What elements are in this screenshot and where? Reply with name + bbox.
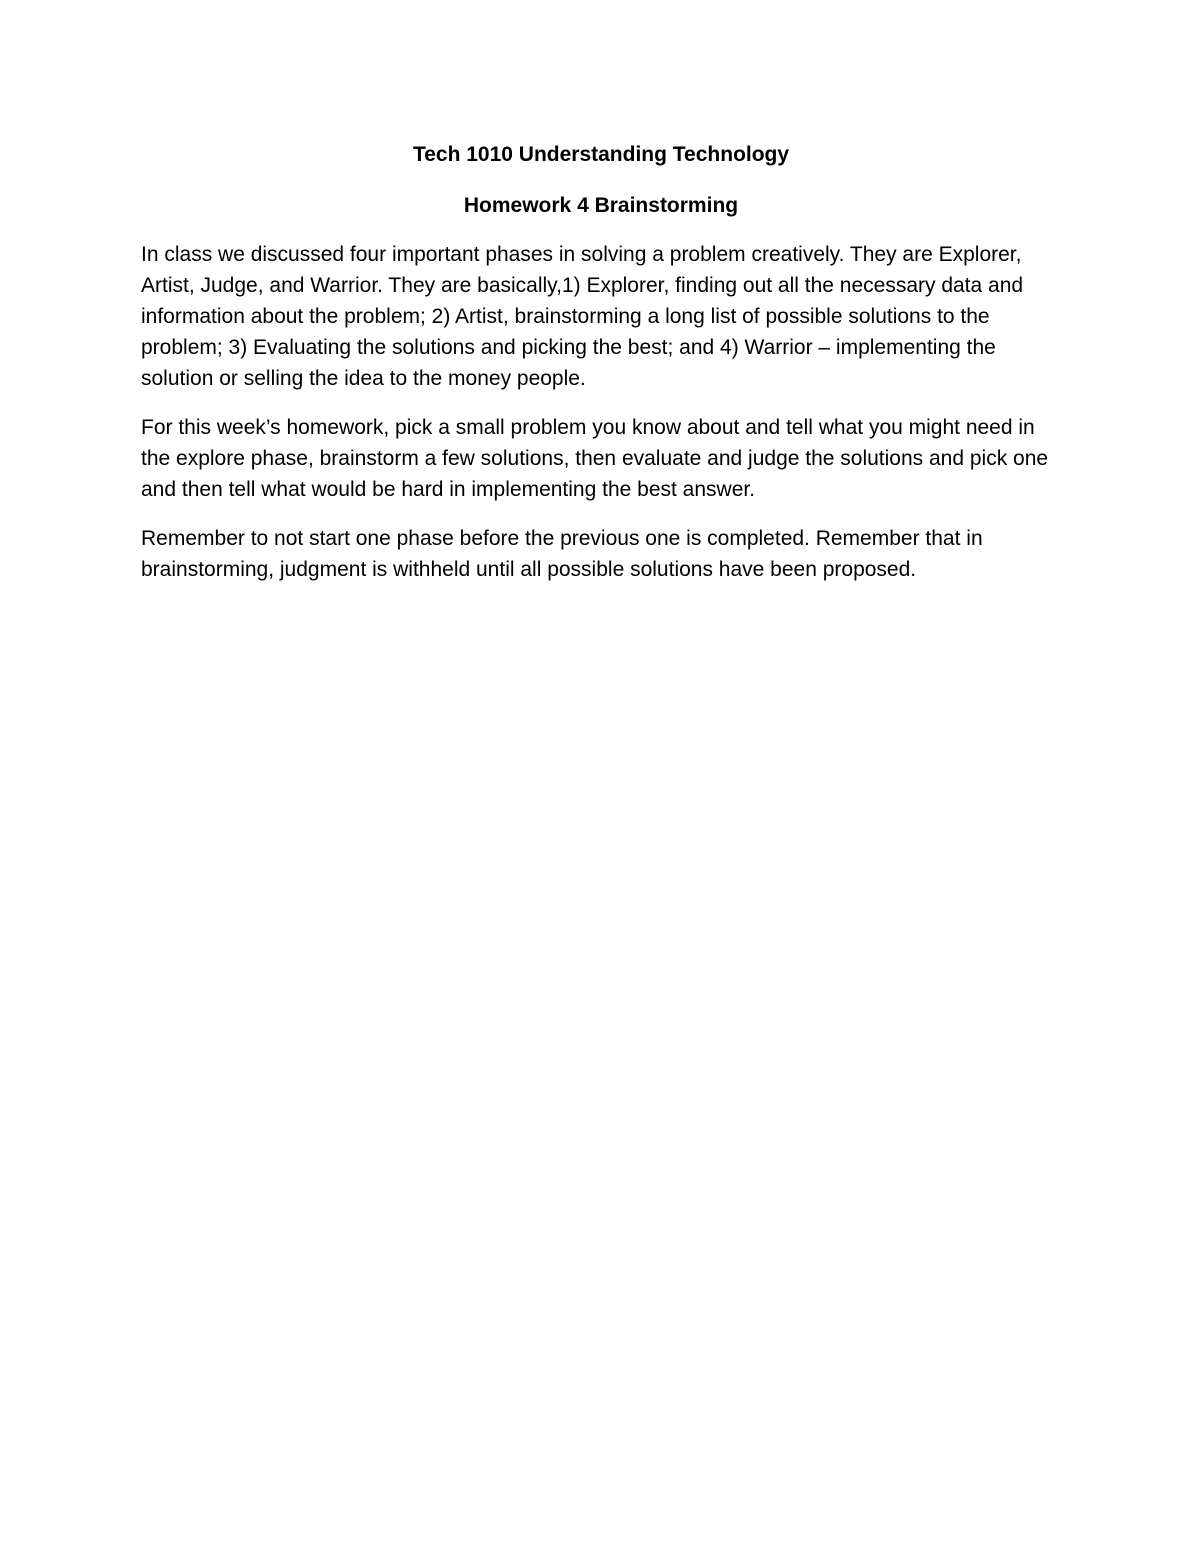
document-body — [141, 138, 1061, 603]
paragraph-reminder: Remember to not start one phase before the previous one is completed. Remember that in brainstorming, judgment is withheld until all possible solutions have been proposed. — [141, 527, 983, 581]
document-subtitle: Homework 4 Brainstorming — [463, 194, 739, 217]
document-title: Tech 1010 Understanding Technology — [412, 143, 790, 166]
paragraph-phases: In class we discussed four important phases in solving a problem creatively. They are Explorer, Artist, Judge, and Warrior. They are basically,1) Explorer, finding out all the necessary data and information about the problem; 2) Artist, brainstorming a long list of possible solutions to the problem; 3) Evaluating the solutions and picking the best; and 4) Warrior – implementing the solution or selling the idea to the money people. — [141, 243, 1024, 390]
paragraph-assignment: For this week’s homework, pick a small problem you know about and tell what you might need in the explore phase, brainstorm a few solutions, then evaluate and judge the solutions and pick one and then tell what would be hard in implementing the best answer. — [141, 416, 1049, 501]
